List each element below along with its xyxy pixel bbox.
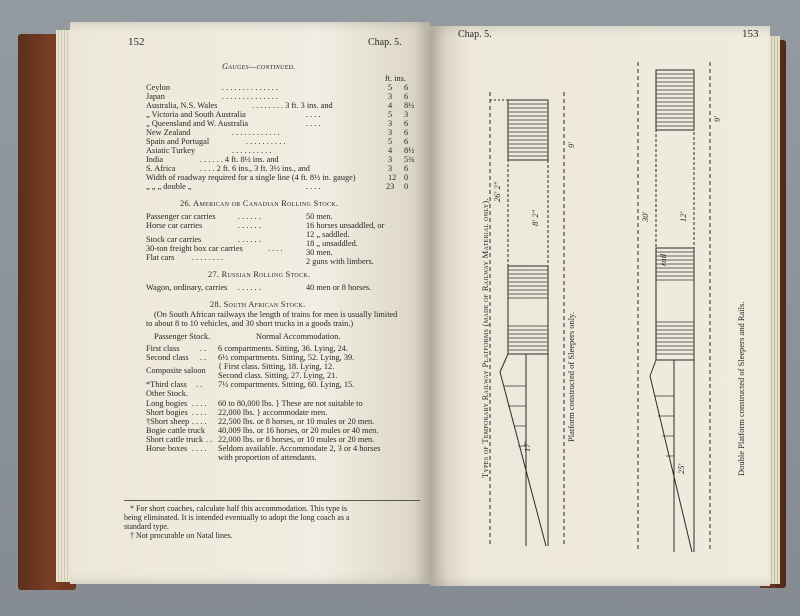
dim-inner-right: 12' [678,211,688,222]
gauge-leader: . . . . [306,182,321,191]
gauge-ft: 4 [388,146,393,155]
gauge-ins: 0 [404,182,409,191]
stock-value: { First class. Sitting, 18. Lying, 12. [218,362,335,371]
gauge-leader: . . . . . . . . . . . . . . [222,83,279,92]
gauge-name: Japan [146,92,165,101]
dim-inner-left: 8' 2" [530,209,540,226]
stock-label: Stock car carries [146,235,202,244]
stock-value: 30 men. [306,248,333,257]
stock-leader: . . . . . . [238,221,261,230]
gauge-leader: . . . . [306,110,321,119]
other-stock-header: Other Stock. [146,389,188,398]
gauge-ft: 5 [388,110,393,119]
gauge-leader: . . . . . . . . 3 ft. 3 ins. and [252,101,333,110]
gauge-ins: 6 [404,128,409,137]
gauge-ft: 3 [388,155,393,164]
chapter-heading-left: Chap. 5. [368,37,402,48]
gauge-name: „ Queensland and W. Australia [146,119,249,128]
stock-label: Passenger car carries [146,212,216,221]
gauge-ft: 23 [386,182,395,191]
gauge-ins: 8½ [404,146,415,155]
stock-value: 7½ compartments. Sitting, 60. Lying, 15. [218,380,355,389]
gauge-leader: . . . . . . . . . . . . [232,128,280,137]
gauge-name: New Zealand [146,128,191,137]
dim-width-left: 9' [566,141,576,148]
stock-leader: . . . . . . [238,283,261,292]
stock-leader: . . . . . . . . [192,253,224,262]
right-page [430,26,770,586]
stock-leader: . . . . [192,444,207,453]
gauge-name: Australia, N.S. Wales [146,101,218,110]
stock-label: Composite saloon [146,366,206,375]
footnote-line: † Not procurable on Natal lines. [130,531,233,540]
dim-length-left: 26' 2" [492,181,502,202]
dim-ramp-right: 25' [676,463,686,474]
gauge-ins: 6 [404,164,409,173]
stock-value: 40,009 lbs. or 16 horses, or 20 mules or 40 men. [218,426,379,435]
stock-value: 6½ compartments. Sitting, 52. Lying, 39. [218,353,355,362]
stock-value: 22,000 lbs. or 8 horses, or 10 mules or 20 men. [218,435,375,444]
stock-value: 22,000 lbs. } accommodate men. [218,408,328,417]
gauge-name: Width of roadway required for a single line (4 ft. 8½ in. gauge) [146,173,356,182]
stock-leader: . . [200,353,207,362]
gauge-ins: 0 [404,173,409,182]
american-section-title: 26. American or Canadian Rolling Stock. [180,199,339,208]
stock-label: Wagon, ordinary, carries [146,283,228,292]
gauge-ft: 3 [388,164,393,173]
stock-value: 18 „ unsaddled. [306,239,358,248]
caption-double-platform: Double Platform constructed of Sleepers and Rails. [736,301,746,476]
gauge-ins: 6 [404,137,409,146]
gauge-ins: 5¾ [404,155,415,164]
gauge-ft: 12 [388,173,397,182]
stock-value: 2 guns with limbers. [306,257,374,266]
stock-label: Flat cars [146,253,175,262]
stock-label: Long bogies [146,399,188,408]
gauge-ins: 6 [404,92,409,101]
south-african-intro: to about 8 to 10 vehicles, and 30 short trucks in a goods train.) [146,319,354,328]
dim-length-right: 30' [640,211,650,222]
gauge-leader: . . . . . . . . . . [232,146,272,155]
stock-leader: . . . . [192,408,207,417]
stock-label: Second class [146,353,189,362]
stock-value: 60 to 80,000 lbs. } These are not suitable to [218,399,363,408]
stock-label: Horse car carries [146,221,203,230]
stock-value: with proportion of attendants. [218,453,317,462]
gauges-title: Gauges—continued. [222,62,296,71]
gauge-ins: 6 [404,83,409,92]
gauge-name: S. Africa [146,164,176,173]
gauge-ft: 5 [388,83,393,92]
accommodation-header: Normal Accommodation. [256,332,341,341]
gauge-ft: 3 [388,128,393,137]
footnote-line: being eliminated. It is intended eventually to adopt the long coach as a [124,513,350,522]
gauges-units-header: ft. ins. [385,74,406,83]
stock-value: 50 men. [306,212,333,221]
left-page [70,22,430,584]
gauge-name: India [146,155,164,164]
stock-value: 6 compartments. Sitting, 36. Lying, 24. [218,344,348,353]
gauge-ft: 3 [388,92,393,101]
gauge-name: Spain and Portugal [146,137,210,146]
stock-value: 22,500 lbs. or 8 horses, or 10 mules or 20 men. [218,417,375,426]
stock-leader: . . . . . . [238,212,261,221]
gauge-leader: . . . . 2 ft. 6 ins., 3 ft. 3½ ins., and [200,164,310,173]
footnote-line: * For short coaches, calculate half this accommodation. This type is [130,504,348,513]
gauge-ins: 6 [404,119,409,128]
stock-label: Short cattle truck [146,435,204,444]
stock-label: Horse boxes [146,444,188,453]
stock-label: *Third class [146,380,187,389]
gauge-name: „ Victoria and South Australia [146,110,246,119]
stock-leader: . . . . [192,399,207,408]
footnote-line: standard type. [124,522,169,531]
dim-ramp-left: 17' [522,441,532,452]
stock-leader: . . [196,380,203,389]
russian-section-title: 27. Russian Rolling Stock. [208,270,311,279]
south-african-section-title: 28. South African Stock. [210,300,306,309]
stock-leader: . . . . . . [238,235,261,244]
gauge-name: Asiatic Turkey [146,146,196,155]
gauge-leader: . . . . . . 4 ft. 8½ ins. and [200,155,279,164]
stock-leader: . . [206,435,213,444]
stock-value: 16 horses unsaddled, or [306,221,385,230]
page-number-left: 152 [128,36,145,48]
gauge-name: „ „ „ double „ [146,182,192,191]
stock-value: 12 „ saddled. [306,230,350,239]
dim-rail-label: rail [658,253,668,266]
gauge-ins: 3 [404,110,409,119]
gauge-ft: 5 [388,137,393,146]
gauge-name: Ceylon [146,83,170,92]
stock-label: Short bogies [146,408,188,417]
gauge-ft: 4 [388,101,393,110]
footnote-rule [124,500,420,501]
figure-title: Types of Temporary Railway Platforms (made of Railway Material only). [480,198,490,478]
stock-label: 30-ton freight box car carries [146,244,243,253]
chapter-heading-right: Chap. 5. [458,29,492,40]
gauge-leader: . . . . . . . . . . [246,137,286,146]
stock-value: Second class. Sitting, 27. Lying, 21. [218,371,338,380]
stock-label: Bogie cattle truck [146,426,205,435]
south-african-intro: (On South African railways the length of trains for men is usually limited [154,310,398,319]
page-number-right: 153 [742,28,759,40]
stock-value: Seldom available. Accommodate 2, 3 or 4 horses [218,444,381,453]
stock-label: †Short sheep [146,417,190,426]
stock-leader: . . [200,344,207,353]
stock-label: First class [146,344,180,353]
caption-sleepers-platform: Platform constructed of Sleepers only. [566,312,576,442]
platform-diagram-sleepers [430,26,770,586]
gauge-leader: . . . . [306,119,321,128]
dim-width-right: 9' [712,115,722,122]
stock-leader: . . . . [192,417,207,426]
stock-value: 40 men or 8 horses. [306,283,372,292]
passenger-stock-header: Passenger Stock. [154,332,211,341]
stock-leader: . . . . [268,244,283,253]
gauge-ins: 8½ [404,101,415,110]
gauge-ft: 3 [388,119,393,128]
gauge-leader: . . . . . . . . . . . . . . [222,92,279,101]
